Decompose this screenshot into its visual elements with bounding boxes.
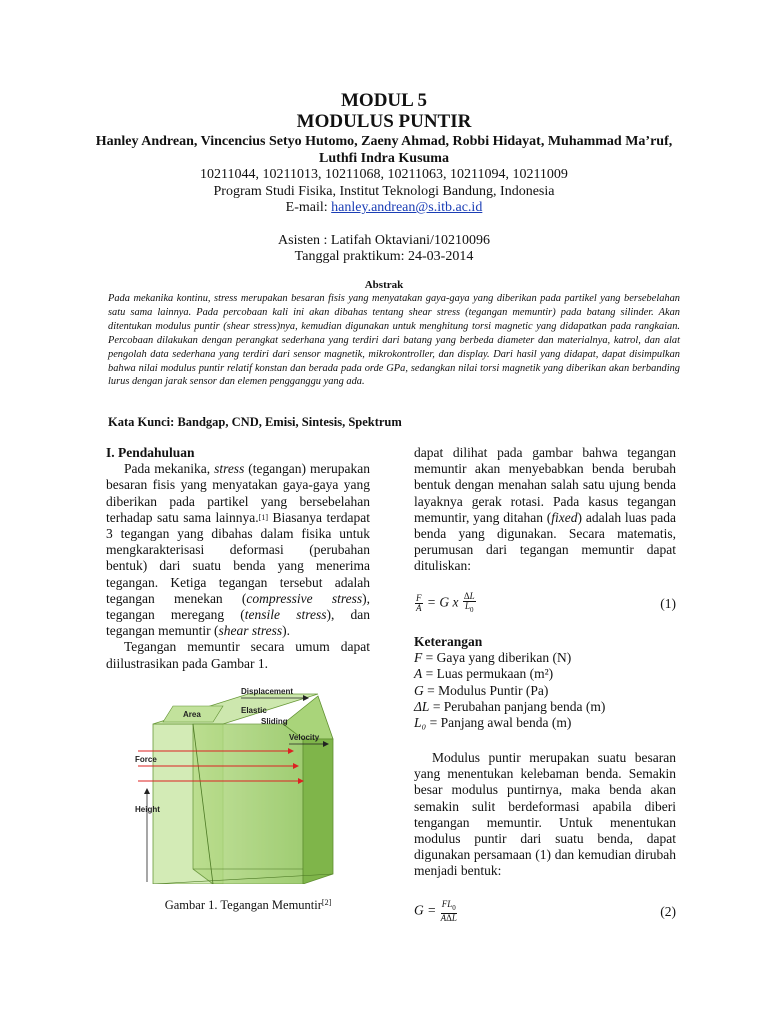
label-sliding: Sliding (261, 717, 288, 726)
legend-item: L₀ = Panjang awal benda (m) (414, 715, 572, 731)
keywords: Kata Kunci: Bandgap, CND, Emisi, Sintesis, Spektrum (108, 415, 402, 429)
label-force: Force (135, 755, 157, 764)
assistant: Asisten : Latifah Oktaviani/10210096 (278, 232, 490, 248)
label-area: Area (183, 710, 201, 719)
label-height: Height (135, 805, 160, 814)
legend-block (414, 634, 676, 731)
right-column (414, 445, 676, 575)
practicum-date: Tanggal praktikum: 24-03-2014 (294, 249, 474, 264)
label-elastic: Elastic (241, 706, 267, 715)
intro-paragraph-2: Tegangan memuntir secara umum dapat diilustrasikan pada Gambar 1. (106, 639, 370, 671)
intro-paragraph-1: Pada mekanika, stress (tegangan) merupakan besaran fisis yang menyatakan gaya-gaya yang diberikan pada partikel yang bersebelahan terhadap satu sama lainnya.[1] Biasanya terdapat 3 tegangan yang dibahas dalam fisika untuk mengkarakterisasi deformasi (perubahan bentuk) dari suatu benda yang menerima tegangan. Ketiga tegangan tersebut adalah tegangan menekan (compressive stress), tegangan meregang (tensile stress), dan tegangan memuntir (shear stress). (106, 461, 371, 639)
section-heading: I. Pendahuluan (106, 445, 195, 460)
label-velocity: Velocity (289, 733, 320, 742)
authors-line-1: Hanley Andrean, Vincencius Setyo Hutomo, Zaeny Ahmad, Robbi Hidayat, Muhammad Ma’ruf, (95, 134, 673, 149)
legend-item: A = Luas permukaan (m²) (414, 666, 554, 682)
right-paragraph-1: dapat dilihat pada gambar bahwa tegangan memuntir akan menyebabkan benda berubah bentuk dengan menahan salah satu ujung benda layaknya gerak rotasi. Pada kasus tegangan memuntir, yang ditahan (fixed) adalah luas pada benda yang digunakan. Secara matematis, perumusan dari tegangan memuntir dapat dituliskan: (414, 445, 676, 574)
equation-2: G = $\frac{FL_0}{\text{AΔL}}$ (2) (414, 899, 676, 923)
legend-title: Keterangan (414, 634, 483, 649)
student-ids: 10211044, 10211013, 10211068, 10211063, 10211094, 10211009 (200, 167, 568, 182)
left-column (106, 445, 370, 672)
email-link[interactable]: hanley.andrean@s.itb.ac.id (331, 200, 483, 215)
affiliation: Program Studi Fisika, Institut Teknologi Bandung, Indonesia (213, 183, 555, 199)
equation-1: $\frac{F}{A}$ = G x $\frac{\Delta L}{L_0}$ (1) (416, 591, 676, 614)
legend-item: F = Gaya yang diberikan (N) (414, 650, 572, 666)
authors-line-2: Luthfi Indra Kusuma (319, 150, 449, 166)
equation-1-number: (1) (660, 596, 676, 611)
email-label: E-mail: (285, 200, 332, 215)
shear-stress-figure (133, 684, 363, 884)
legend-item: G = Modulus Puntir (Pa) (414, 682, 549, 698)
module-title: MODULUS PUNTIR (296, 111, 472, 132)
abstract-text: Pada mekanika kontinu, stress merupakan besaran fisis yang menyatakan gaya-gaya yang diberikan pada partikel yang bersebelahan satu sama lainnya. Pada percobaan kali ini akan dibahas tentang shear stress (tegangan memuntir) pada batang silinder. Akan ditentukan modulus puntir (shear stress)nya, kemudian digunakan untuk menghitung torsi magnetic yang didapatkan pada rangkaian. Percobaan dilakukan dengan perangkat sederhana yang terdiri dari batang yang berbeda diameter dan materialnya, katrol, dan alat pengolah data sederhana yang terdiri dari sensor magnetik, mikrokontroller, dan display. Dari hasil yang didapat, dapat disimpulkan bahwa nilai modulus puntir relatif konstan dan berada pada orde GPa, sedangkan nilai torsi magnetik yang diberikan akan berbanding lurus dengan jarak sensor dan elemen pengganggu yang ada. (108, 293, 680, 388)
equation-2-number: (2) (660, 904, 676, 919)
label-displacement: Displacement (241, 687, 294, 696)
module-number: MODUL 5 (340, 90, 428, 111)
email-line (90, 200, 678, 217)
right-paragraph-2: Modulus puntir merupakan suatu besaran yang menentukan kelebaman benda. Semakin besar modulus puntirnya, maka benda akan semakin sulit berdeformasi apabila diberi tengangan memuntir. Untuk menentukan modulus puntir dari suatu benda, dapat digunakan persamaan (1) dan kemudian dirubah menjadi bentuk: (414, 750, 676, 879)
legend-item: ΔL = Perubahan panjang benda (m) (414, 698, 606, 714)
ref-1[interactable]: [1] (258, 512, 268, 522)
abstract-title: Abstrak (364, 279, 404, 291)
figure-caption: Gambar 1. Tegangan Memuntir[2] (164, 898, 332, 912)
paper-header (90, 134, 678, 266)
